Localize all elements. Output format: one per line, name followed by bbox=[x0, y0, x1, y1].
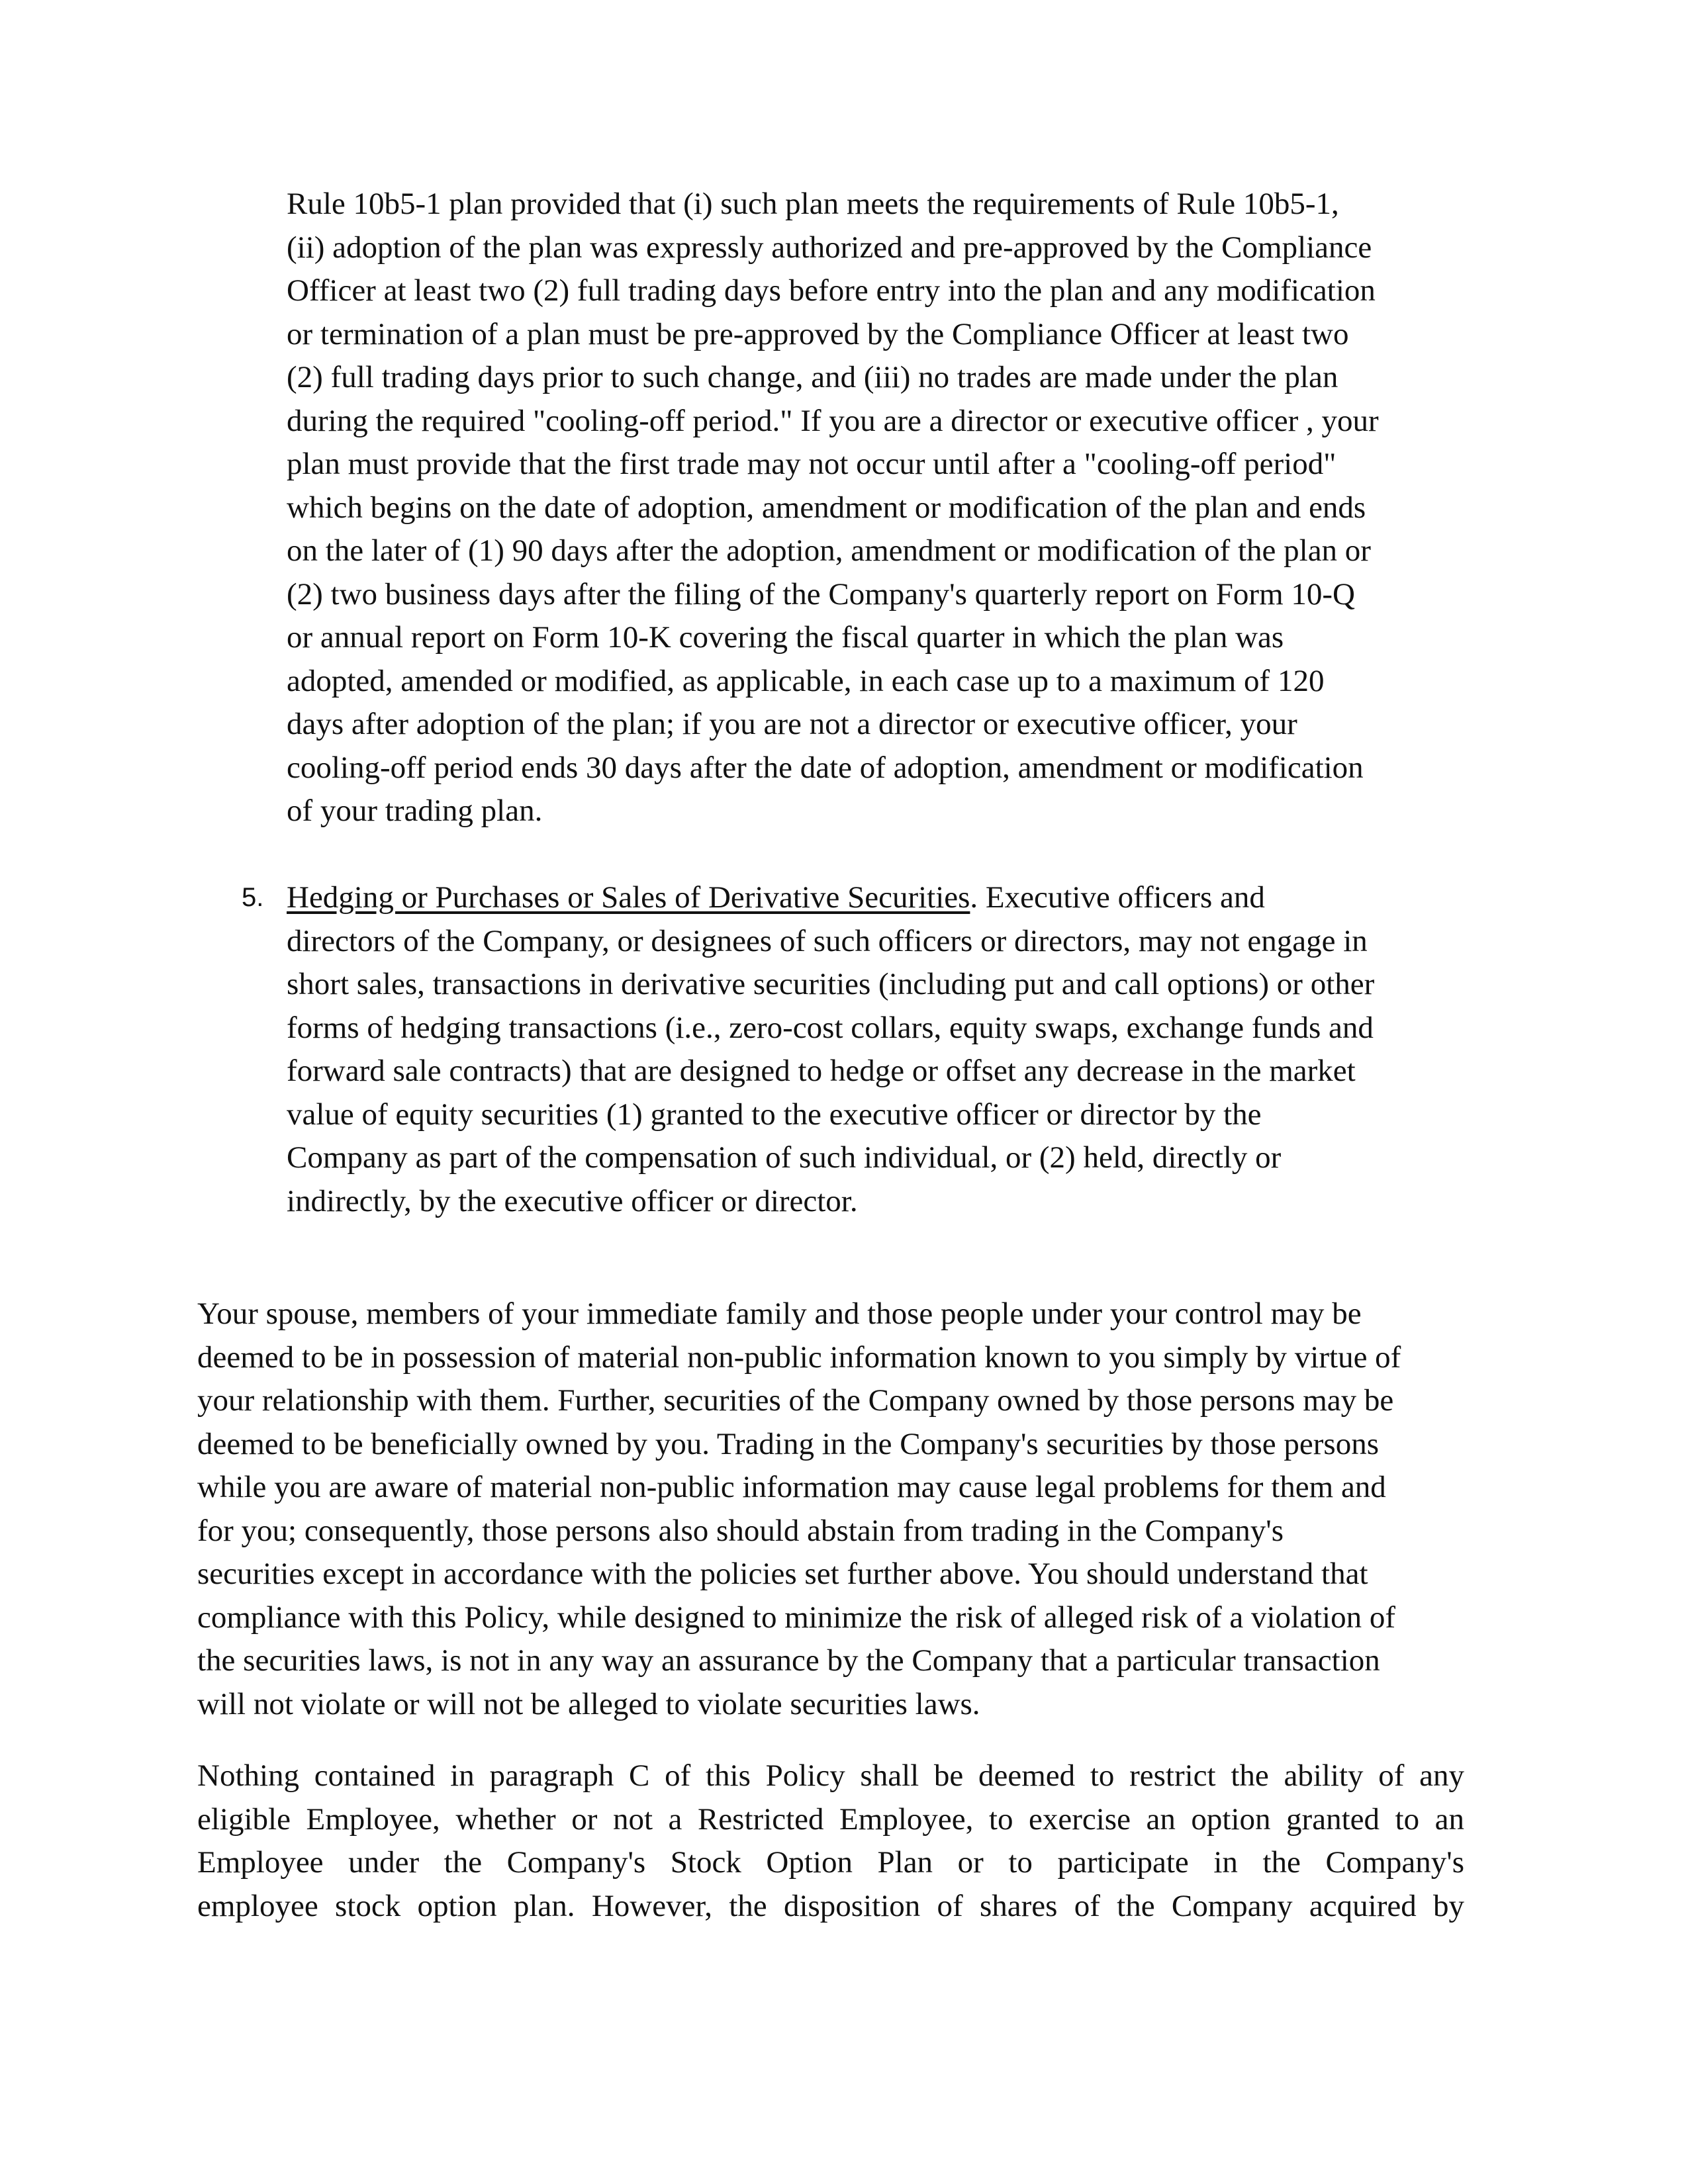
text-line: Employee under the Company's Stock Option Plan or to participate in the Company's bbox=[197, 1845, 1464, 1880]
text-line: securities except in accordance with the policies set further above. You should understand that bbox=[197, 1557, 1368, 1591]
text-line: or termination of a plan must be pre-approved by the Compliance Officer at least two bbox=[287, 316, 1349, 351]
text-line: (2) two business days after the filing of the Company's quarterly report on Form 10-Q bbox=[287, 576, 1355, 612]
text-line: deemed to be in possession of material non-public information known to you simply by virtue of bbox=[197, 1340, 1401, 1375]
text-line: will not violate or will not be alleged to violate securities laws. bbox=[197, 1686, 980, 1721]
text-line: plan must provide that the first trade may not occur until after a "cooling-off period" bbox=[287, 447, 1336, 481]
text-line: on the later of (1) 90 days after the adoption, amendment or modification of the plan or bbox=[287, 533, 1371, 568]
text-line: Officer at least two (2) full trading days before entry into the plan and any modification bbox=[287, 273, 1376, 308]
text-line: your relationship with them. Further, securities of the Company owned by those persons may be bbox=[197, 1383, 1394, 1418]
text-line: which begins on the date of adoption, amendment or modification of the plan and ends bbox=[287, 490, 1366, 525]
text-line: or annual report on Form 10-K covering the fiscal quarter in which the plan was bbox=[287, 620, 1284, 655]
text-line: value of equity securities (1) granted to the executive officer or director by the bbox=[287, 1097, 1262, 1132]
text-line: Company as part of the compensation of such individual, or (2) held, directly or bbox=[287, 1140, 1282, 1175]
item-first-line-text: . Executive officers and bbox=[970, 880, 1265, 915]
text-line: Nothing contained in paragraph C of this Policy shall be deemed to restrict the ability of any bbox=[197, 1758, 1464, 1793]
text-line: while you are aware of material non-public information may cause legal problems for them and bbox=[197, 1470, 1386, 1504]
text-line: forward sale contracts) that are designed to hedge or offset any decrease in the market bbox=[287, 1054, 1356, 1088]
item-heading: Hedging or Purchases or Sales of Derivative Securities bbox=[287, 880, 970, 915]
text-line: for you; consequently, those persons also should abstain from trading in the Company's bbox=[197, 1513, 1284, 1548]
paragraph-spouse-family bbox=[197, 1293, 1468, 1726]
text-line: during the required "cooling-off period." If you are a director or executive officer , your bbox=[287, 403, 1379, 438]
text-line: deemed to be beneficially owned by you. Trading in the Company's securities by those persons bbox=[197, 1426, 1380, 1461]
paragraph-option-exercise bbox=[197, 1754, 1464, 1928]
text-line: days after adoption of the plan; if you are not a director or executive officer, your bbox=[287, 707, 1297, 741]
text-line: (2) full trading days prior to such change, and (iii) no trades are made under the plan bbox=[287, 360, 1338, 394]
text-line: indirectly, by the executive officer or director. bbox=[287, 1183, 858, 1218]
text-line: eligible Employee, whether or not a Restricted Employee, to exercise an option granted to an bbox=[197, 1801, 1464, 1837]
list-item-first-line bbox=[287, 876, 1478, 920]
text-line: forms of hedging transactions (i.e., zero-cost collars, equity swaps, exchange funds and bbox=[287, 1010, 1374, 1045]
text-line: compliance with this Policy, while designed to minimize the risk of alleged risk of a violation of bbox=[197, 1600, 1395, 1635]
text-line: (ii) adoption of the plan was expressly authorized and pre-approved by the Compliance bbox=[287, 230, 1372, 265]
rule-10b5-1-continuation bbox=[287, 183, 1478, 833]
text-line: cooling-off period ends 30 days after the date of adoption, amendment or modification bbox=[287, 750, 1364, 785]
text-line: Rule 10b5-1 plan provided that (i) such plan meets the requirements of Rule 10b5-1, bbox=[287, 187, 1339, 221]
text-line: of your trading plan. bbox=[287, 794, 543, 828]
text-line: adopted, amended or modified, as applicable, in each case up to a maximum of 120 bbox=[287, 663, 1325, 698]
list-item-number: 5. bbox=[242, 883, 264, 912]
list-item-hedging bbox=[287, 876, 1478, 1223]
text-line: employee stock option plan. However, the disposition of shares of the Company acquired by bbox=[197, 1888, 1464, 1923]
text-line: Your spouse, members of your immediate family and those people under your control may be bbox=[197, 1297, 1362, 1331]
text-line: directors of the Company, or designees of such officers or directors, may not engage in bbox=[287, 923, 1368, 958]
text-line: the securities laws, is not in any way an assurance by the Company that a particular transaction bbox=[197, 1643, 1380, 1678]
text-line: short sales, transactions in derivative securities (including put and call options) or other bbox=[287, 967, 1375, 1001]
